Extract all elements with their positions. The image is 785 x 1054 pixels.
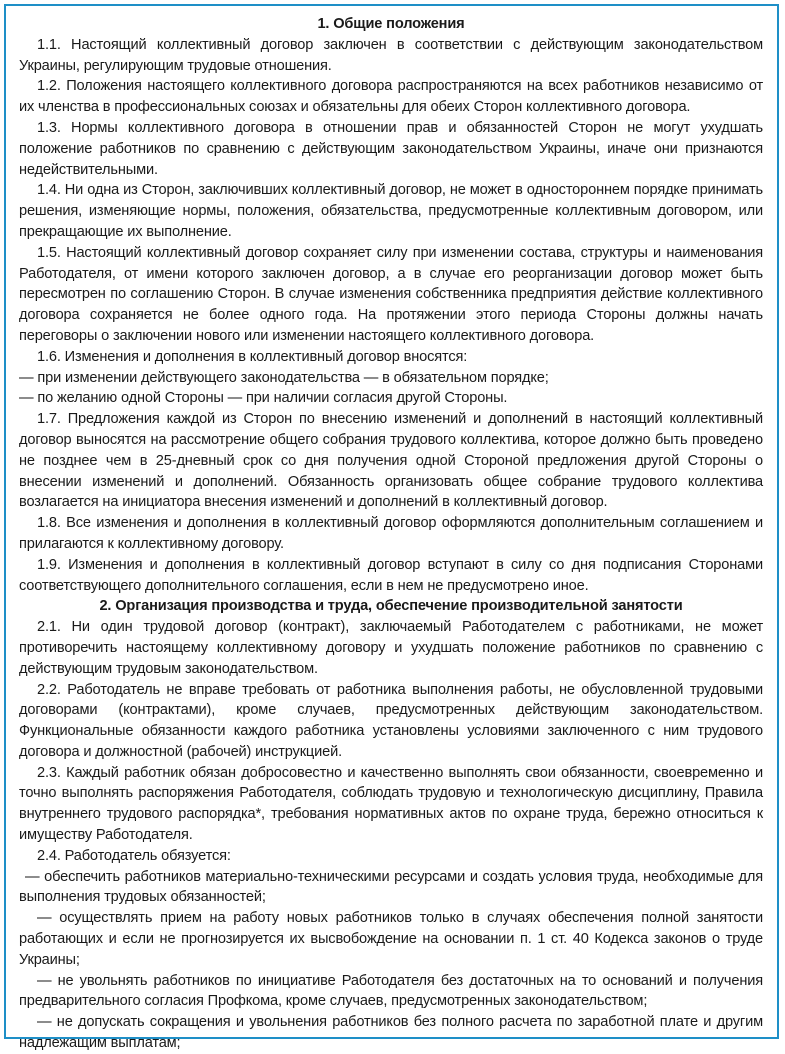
clause-2-4-item-1: — обеспечить работников материально-техническими ресурсами и создать условия труда, необходимые для выполнения трудовых обязанностей; (19, 868, 763, 906)
clause-1-6-item-2: — по желанию одной Стороны — при наличии согласия другой Стороны. (19, 390, 508, 407)
clause-2-1: 2.1. Ни один трудовой договор (контракт), заключаемый Работодателем с работниками, не может противоречить настоящему коллективному договору и ухудшать положение работников по сравнению с действующим трудовым законодательством. (19, 619, 763, 677)
clause-1-6-item-1: — при изменении действующего законодательства — в обязательном порядке; (19, 369, 549, 386)
section-2-title: 2. Организация производства и труда, обеспечение производительной занятости (99, 598, 683, 615)
clause-2-4: 2.4. Работодатель обязуется: (37, 847, 231, 864)
clause-2-4-item-2: — осуществлять прием на работу новых работников только в случаях обеспечения полной занятости работающих и если не прогнозируется их высвобождение на основании п. 1 ст. 40 Кодекса законов о труде Украины; (19, 910, 763, 968)
document-frame (4, 4, 779, 1052)
clause-1-6: 1.6. Изменения и дополнения в коллективный договор вносятся: (37, 348, 468, 365)
clause-1-1: 1.1. Настоящий коллективный договор заключен в соответствии с действующим законодательством Украины, регулирующим трудовые отношения. (19, 36, 763, 74)
clause-1-2: 1.2. Положения настоящего коллективного договора распространяются на всех работников независимо от их членства в профессиональных союзах и обязательны для обеих Сторон коллективного договора. (19, 78, 763, 116)
clause-1-9: 1.9. Изменения и дополнения в коллективный договор вступают в силу со дня подписания Сторонами соответствующего дополнительного соглашения, если в нем не предусмотрено иное. (19, 556, 763, 594)
clause-1-4: 1.4. Ни одна из Сторон, заключивших коллективный договор, не может в одностороннем порядке принимать решения, изменяющие нормы, положения, обязательства, предусмотренные коллективным договором, или прекращающие их выполнение. (19, 182, 763, 240)
clause-2-4-item-4: — не допускать сокращения и увольнения работников без полного расчета по заработной плате и другим надлежащим выплатам; (19, 1014, 763, 1052)
clause-1-5: 1.5. Настоящий коллективный договор сохраняет силу при изменении состава, структуры и наименования Работодателя, от имени которого заключен договор, а в случае его реорганизации договор может быть пересмотрен по соглашению Сторон. В случае изменения собственника предприятия действие коллективного договора сохраняется не более одного года. На протяжении этого периода Стороны должны начать переговоры о заключении нового или изменении настоящего коллективного договора. (19, 244, 763, 344)
section-1-title: 1. Общие положения (317, 16, 465, 32)
clause-2-4-item-3: — не увольнять работников по инициативе Работодателя без достаточных на то оснований и получения предварительного согласия Профкома, кроме случаев, предусмотренных законодательством; (19, 972, 763, 1010)
clause-1-3: 1.3. Нормы коллективного договора в отношении прав и обязанностей Сторон не могут ухудшать положение работников по сравнению с действующим законодательством Украины, иначе они признаются недействительными. (19, 119, 763, 178)
clause-1-8: 1.8. Все изменения и дополнения в коллективный договор оформляются дополнительным соглашением и прилагаются к коллективному договору. (19, 515, 763, 552)
clause-2-3: 2.3. Каждый работник обязан добросовестно и качественно выполнять свои обязанности, своевременно и точно выполнять распоряжения Работодателя, соблюдать трудовую и технологическую дисциплину, Правила внутреннего трудового распорядка*, требования нормативных актов по охране труда, бережно относиться к имуществу Работодателя. (19, 764, 763, 844)
clause-2-2: 2.2. Работодатель не вправе требовать от работника выполнения работы, не обусловленной трудовыми договорами (контрактами), кроме случаев, предусмотренных действующим законодательством. Функциональные обязанности каждого работника установлены условиями заключенного с ним трудового договора и должностной (рабочей) инструкцией. (19, 681, 763, 760)
clause-1-7: 1.7. Предложения каждой из Сторон по внесению изменений и дополнений в настоящий коллективный договор выносятся на рассмотрение общего собрания трудового коллектива, которое должно быть проведено не позднее чем в 25-дневный срок со дня получения одной Стороной предложения другой Стороны о внесении изменений и дополнений. Обязанность организовать общее собрание трудового коллектива возлагается на инициатора внесения изменений и дополнений в коллективный договор. (19, 411, 763, 511)
